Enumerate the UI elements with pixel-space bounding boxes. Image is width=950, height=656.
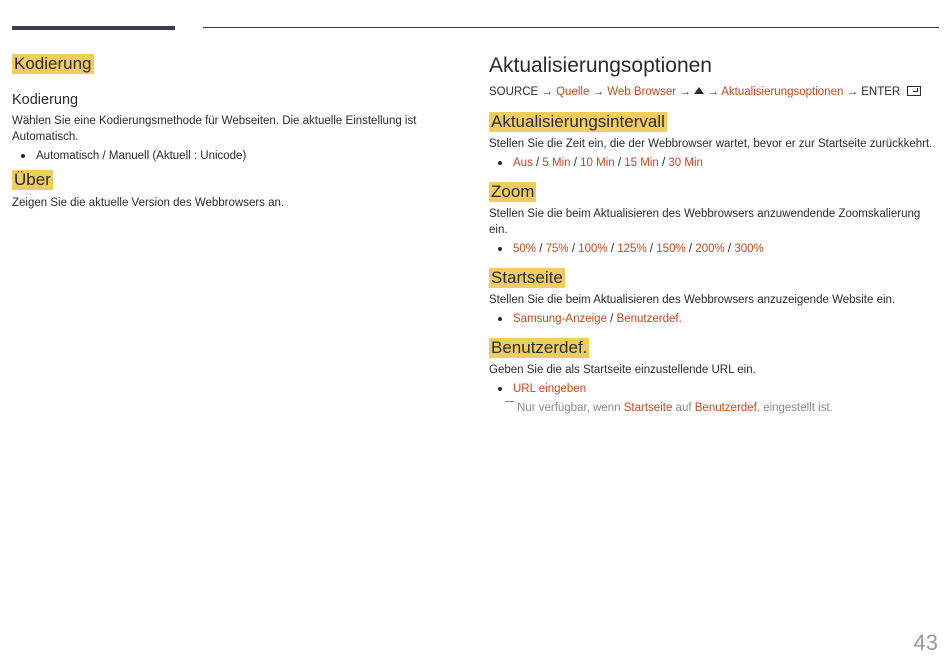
benutzerdef-note: Nur verfügbar, wenn Startseite auf Benutzerdef. eingestellt ist. <box>489 400 939 416</box>
path-web-browser: Web Browser <box>607 86 677 98</box>
zoom-options: 50% / 75% / 100% / 125% / 150% / 200% / 300% <box>489 241 939 257</box>
ueber-description: Zeigen Sie die aktuelle Version des Webbrowsers an. <box>12 197 285 209</box>
path-enter: ENTER <box>861 86 901 98</box>
page-number: 43 <box>913 630 938 655</box>
arrow-icon: → <box>679 86 691 98</box>
arrow-icon: → <box>541 86 553 98</box>
arrow-icon: → <box>592 86 605 98</box>
section-heading-ueber: Über <box>14 170 51 189</box>
startseite-description: Stellen Sie die beim Aktualisieren des Webbrowsers anzuzeigende Website ein. <box>489 294 896 306</box>
benutzerdef-option: URL eingeben <box>489 381 939 397</box>
path-source: SOURCE <box>489 86 539 98</box>
path-quelle: Quelle <box>556 86 590 98</box>
section-heading-zoom: Zoom <box>491 182 535 201</box>
arrow-icon: → <box>707 86 719 98</box>
kodierung-options: Automatisch / Manuell (Aktuell : Unicode) <box>12 148 462 164</box>
section-heading-interval: Aktualisierungsintervall <box>491 112 665 131</box>
path-options: Aktualisierungsoptionen <box>721 86 844 98</box>
up-arrow-icon <box>694 87 704 94</box>
breadcrumb <box>489 84 939 100</box>
kodierung-description: Wählen Sie eine Kodierungsmethode für Webseiten. Die aktuelle Einstellung ist Automatisch. <box>12 115 417 143</box>
header-rule-dark <box>12 26 175 30</box>
section-heading-startseite: Startseite <box>491 268 563 287</box>
left-column <box>12 54 462 211</box>
page-title: Aktualisierungsoptionen <box>489 54 712 77</box>
interval-description: Stellen Sie die Zeit ein, die der Webbrowser wartet, bevor er zur Startseite zurückkehrt. <box>489 138 933 150</box>
arrow-icon: → <box>846 86 859 98</box>
interval-options: Aus / 5 Min / 10 Min / 15 Min / 30 Min <box>489 155 939 171</box>
zoom-description: Stellen Sie die beim Aktualisieren des Webbrowsers anzuwendende Zoomskalierung ein. <box>489 208 921 236</box>
right-column <box>489 54 939 416</box>
enter-icon <box>907 86 921 96</box>
section-heading-kodierung: Kodierung <box>14 54 92 73</box>
startseite-options: Samsung-Anzeige / Benutzerdef. <box>489 311 939 327</box>
benutzerdef-description: Geben Sie die als Startseite einzustellende URL ein. <box>489 364 756 376</box>
section-heading-benutzerdef: Benutzerdef. <box>491 338 588 357</box>
header-rule-line <box>203 27 939 28</box>
subheading-kodierung: Kodierung <box>12 92 79 108</box>
